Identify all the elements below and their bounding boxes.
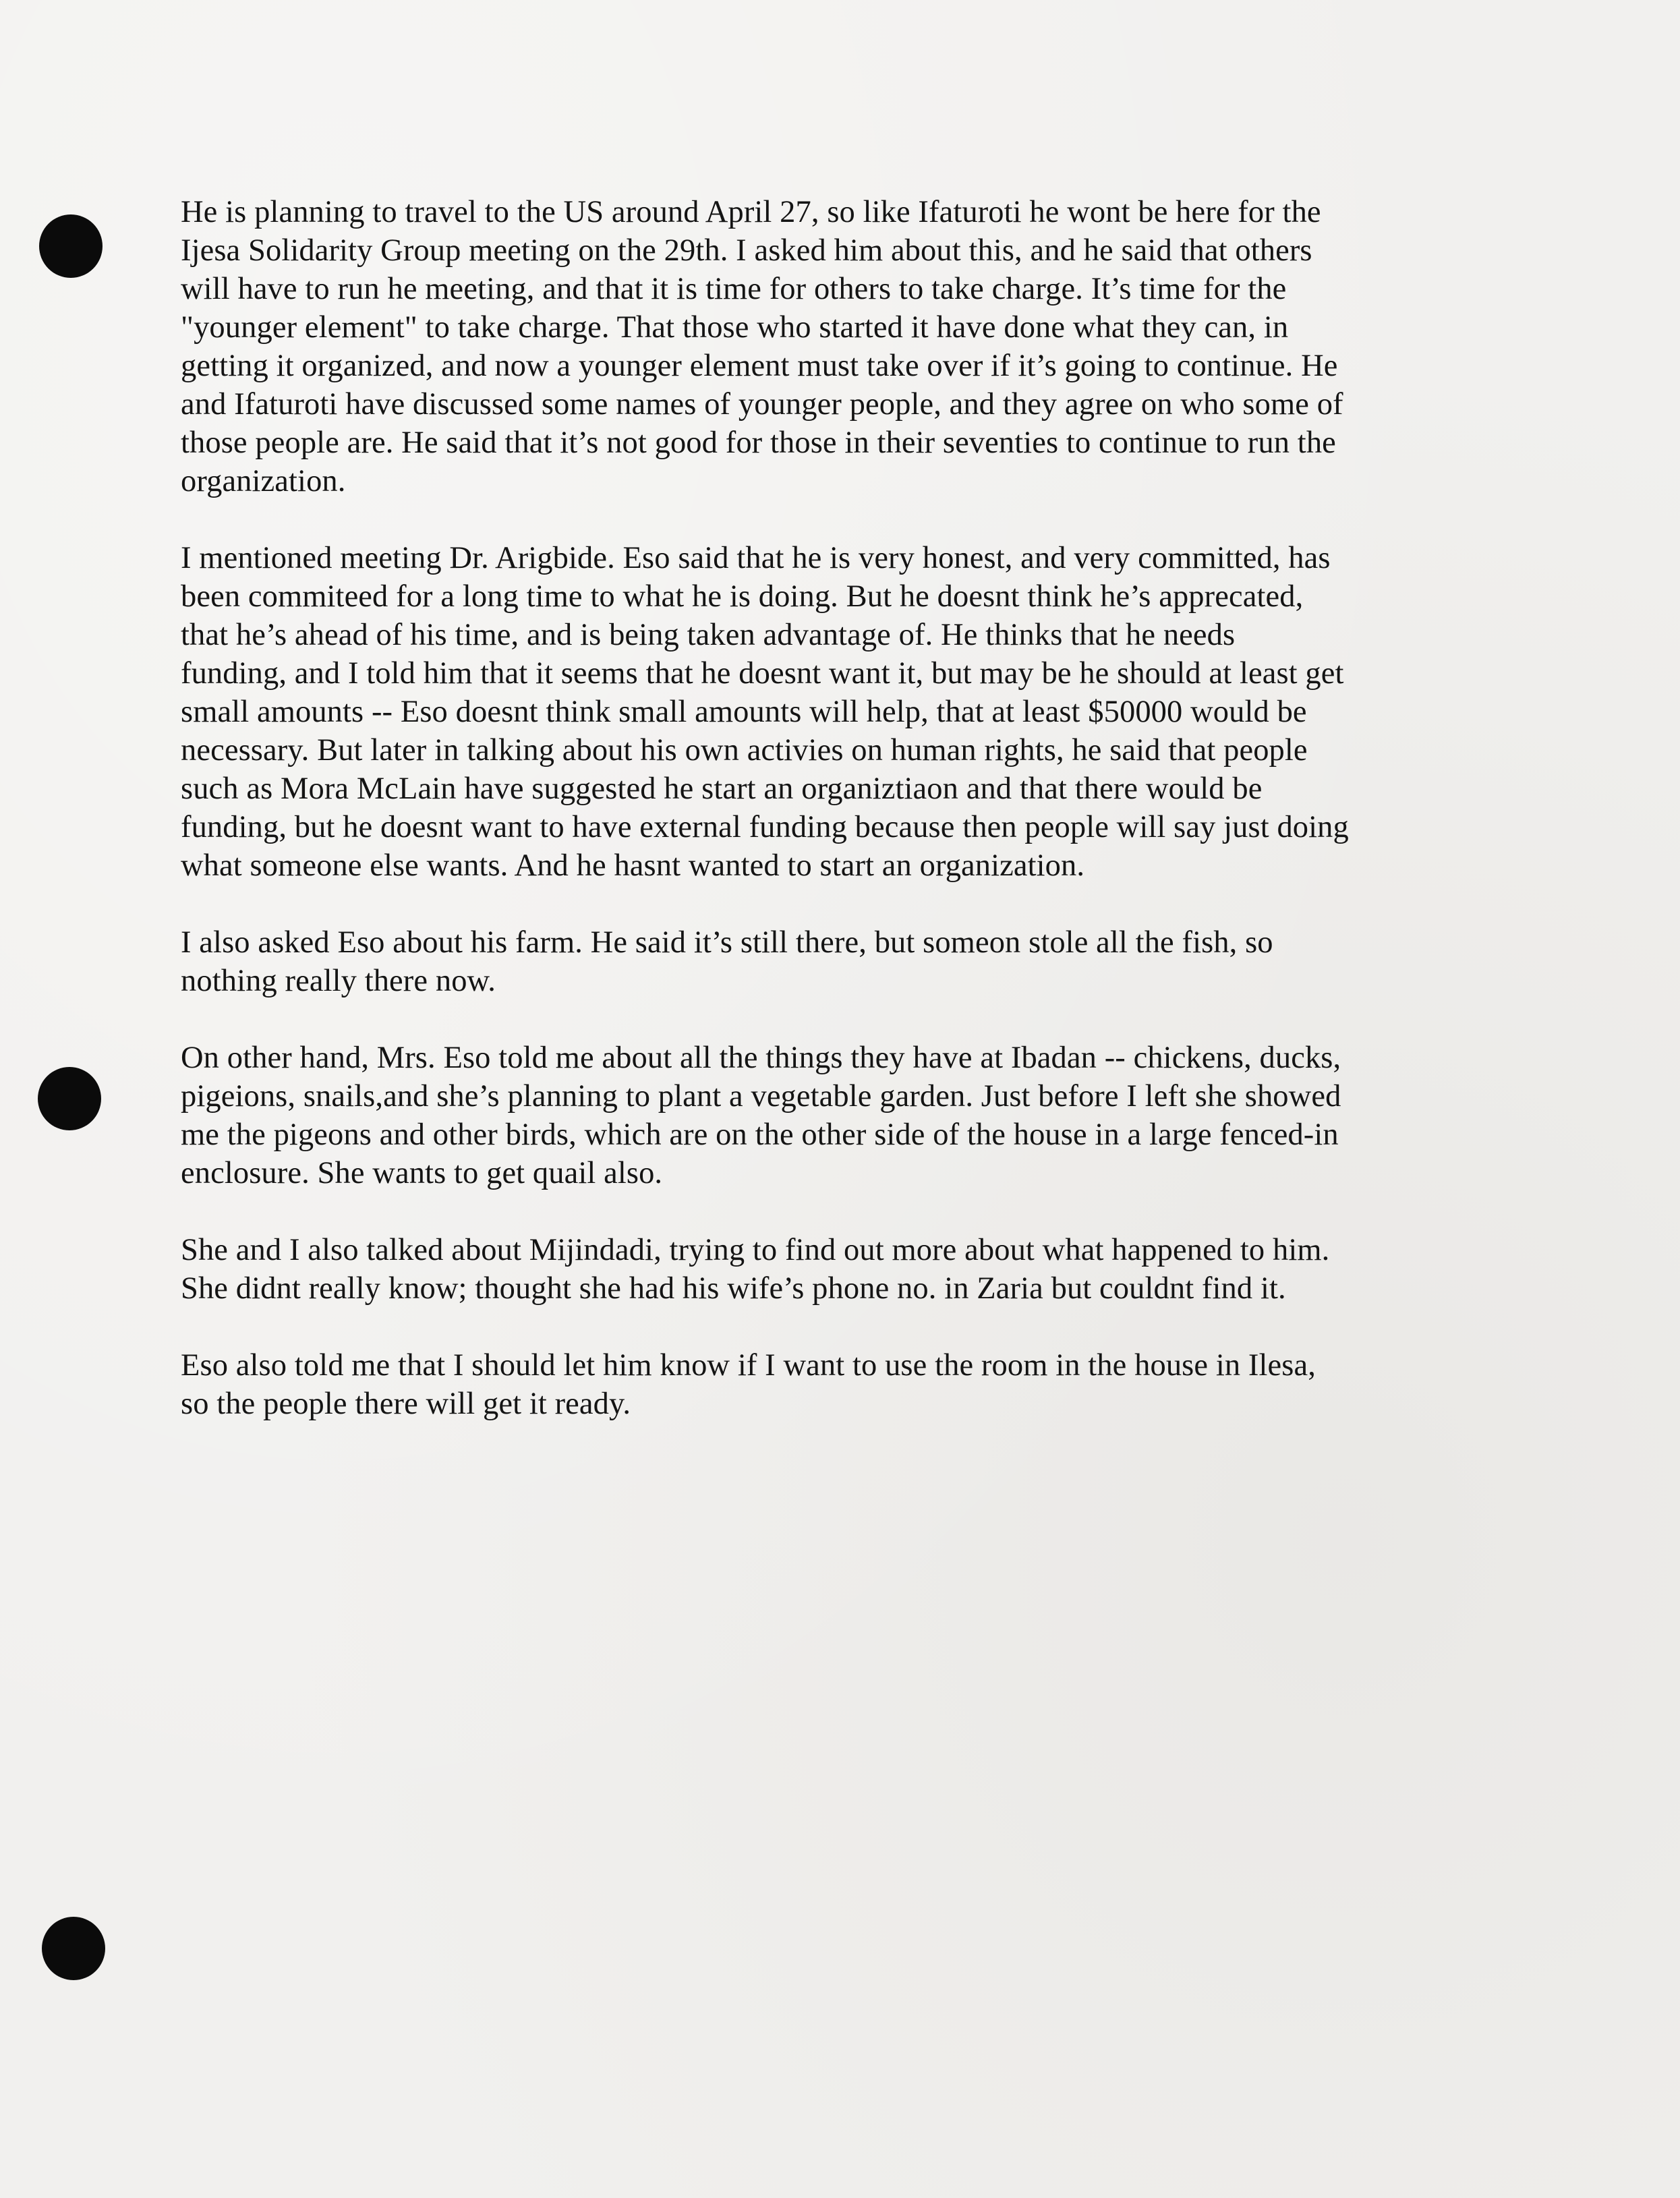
paragraph-farm: I also asked Eso about his farm. He said it’s still there, but someon stole all the fish, so nothing really there now.: [181, 925, 1273, 998]
paragraph-ilesa-room: Eso also told me that I should let him know if I want to use the room in the house in Ilesa, so the people there will get it ready.: [181, 1348, 1316, 1421]
paragraph-mijindadi: She and I also talked about Mijindadi, trying to find out more about what happened to him. She didnt really know; thought she had his wife’s phone no. in Zaria but couldnt find it.: [181, 1233, 1330, 1306]
punch-hole-top: [39, 214, 103, 278]
document-body: [181, 193, 1476, 1462]
paragraph-mrs-eso-ibadan: On other hand, Mrs. Eso told me about all the things they have at Ibadan -- chickens, ducks, pigeions, snails,and she’s planning to plant a vegetable garden. Just before I left she showed me the pigeons and other birds, which are on the other side of the house in a large fenced-in enclosure. She wants to get quail also.: [181, 1041, 1341, 1190]
punch-hole-bottom: [42, 1917, 105, 1980]
punch-hole-middle: [38, 1067, 101, 1130]
paragraph-travel-plans: He is planning to travel to the US around April 27, so like Ifaturoti he wont be here for the Ijesa Solidarity Group meeting on the 29th. I asked him about this, and he said that others will have to run he meeting, and that it is time for others to take charge. It’s time for the "younger element" to take charge. That those who started it have done what they can, in getting it organized, and now a younger element must take over if it’s going to continue. He and Ifaturoti have discussed some names of younger people, and they agree on who some of those people are. He said that it’s not good for those in their seventies to continue to run the organization.: [181, 195, 1343, 498]
paragraph-dr-arigbide: I mentioned meeting Dr. Arigbide. Eso said that he is very honest, and very committed, has been commiteed for a long time to what he is doing. But he doesnt think he’s apprecated, that he’s ahead of his time, and is being taken advantage of. He thinks that he needs funding, and I told him that it seems that he doesnt want it, but may be he should at least get small amounts -- Eso doesnt think small amounts will help, that at least $50000 would be necessary. But later in talking about his own activies on human rights, he said that people such as Mora McLain have suggested he start an organiztiaon and that there would be funding, but he doesnt want to have external funding because then people will say just doing what someone else wants. And he hasnt wanted to start an organization.: [181, 541, 1349, 883]
